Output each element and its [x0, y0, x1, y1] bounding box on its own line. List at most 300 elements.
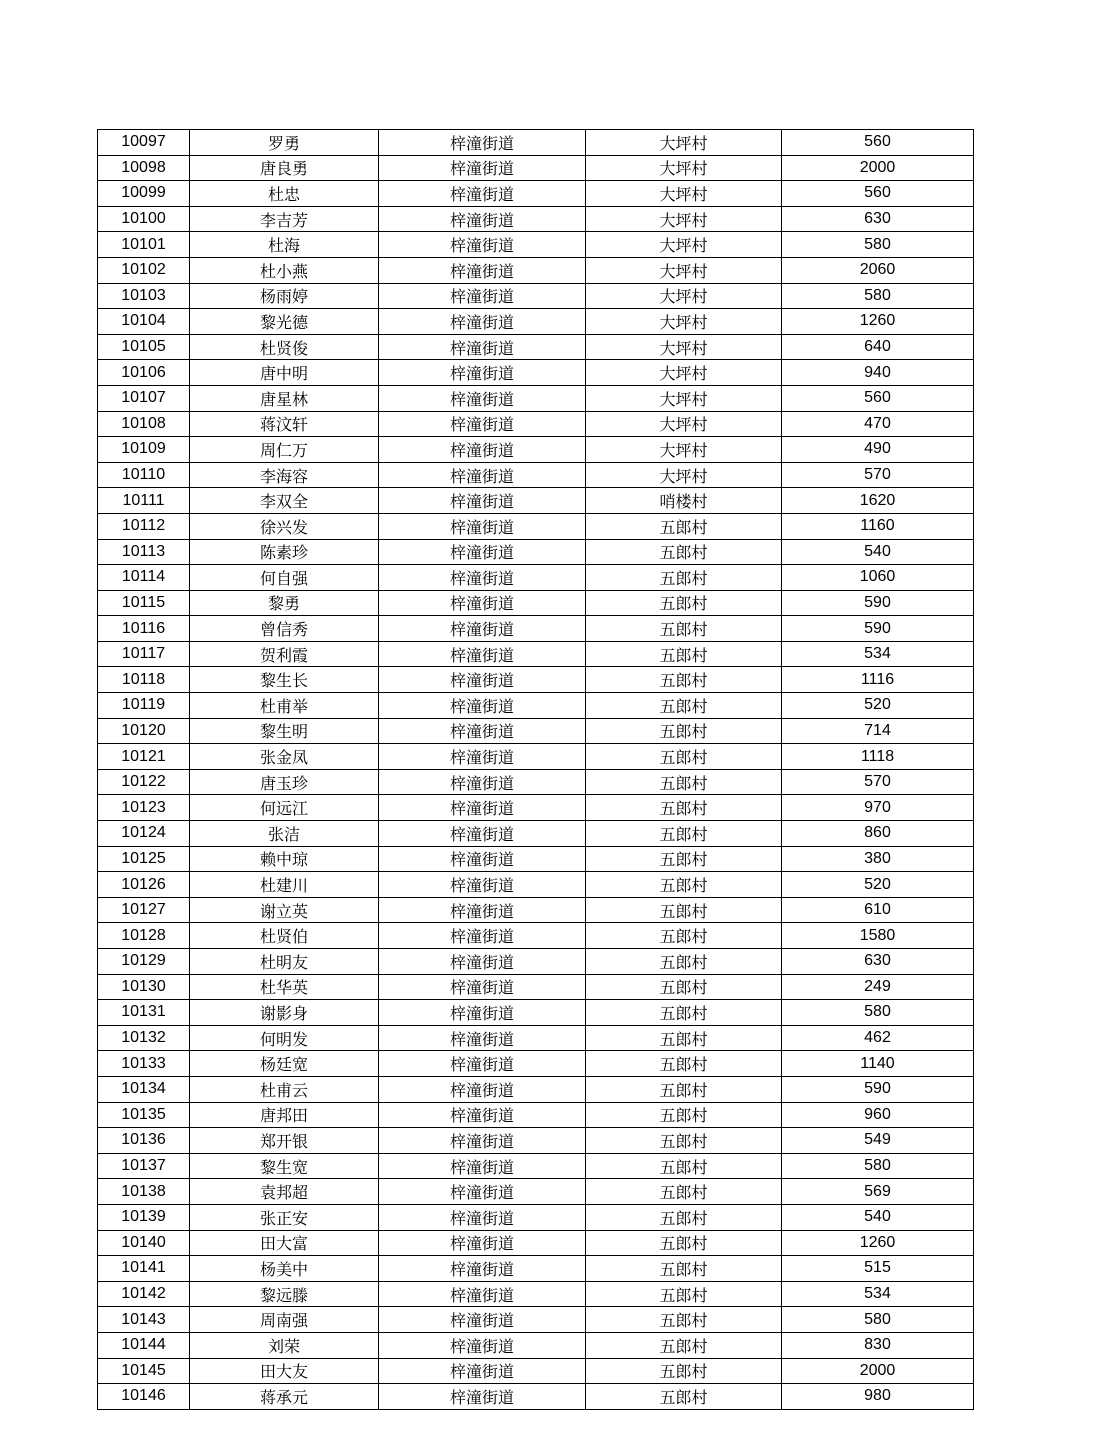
cell-amount: 590 [782, 616, 974, 642]
table-row [98, 565, 974, 591]
table-row [98, 872, 974, 898]
table-row [98, 590, 974, 616]
cell-id: 10123 [98, 795, 190, 821]
table-row [98, 232, 974, 258]
cell-id: 10119 [98, 693, 190, 719]
data-table [97, 129, 974, 1410]
cell-village: 五郎村 [586, 1358, 782, 1384]
cell-village: 大坪村 [586, 411, 782, 437]
table-row [98, 616, 974, 642]
cell-name: 杨廷宽 [190, 1051, 379, 1077]
cell-id: 10118 [98, 667, 190, 693]
cell-name: 田大富 [190, 1230, 379, 1256]
cell-id: 10107 [98, 385, 190, 411]
cell-id: 10098 [98, 155, 190, 181]
table-row [98, 693, 974, 719]
cell-name: 杜忠 [190, 181, 379, 207]
cell-village: 大坪村 [586, 130, 782, 156]
cell-amount: 960 [782, 1102, 974, 1128]
cell-street: 梓潼街道 [379, 1384, 586, 1410]
cell-id: 10102 [98, 257, 190, 283]
cell-street: 梓潼街道 [379, 923, 586, 949]
cell-amount: 580 [782, 283, 974, 309]
cell-id: 10142 [98, 1281, 190, 1307]
table-row [98, 1358, 974, 1384]
cell-village: 五郎村 [586, 1307, 782, 1333]
cell-amount: 640 [782, 334, 974, 360]
cell-amount: 560 [782, 130, 974, 156]
cell-id: 10135 [98, 1102, 190, 1128]
cell-name: 杜甫举 [190, 693, 379, 719]
cell-name: 陈素珍 [190, 539, 379, 565]
cell-name: 袁邦超 [190, 1179, 379, 1205]
cell-street: 梓潼街道 [379, 488, 586, 514]
cell-name: 谢影身 [190, 1000, 379, 1026]
table-row [98, 795, 974, 821]
cell-id: 10129 [98, 949, 190, 975]
cell-name: 张金凤 [190, 744, 379, 770]
cell-name: 黎生明 [190, 718, 379, 744]
cell-name: 杨美中 [190, 1256, 379, 1282]
cell-street: 梓潼街道 [379, 411, 586, 437]
table-row [98, 1307, 974, 1333]
cell-name: 黎远滕 [190, 1281, 379, 1307]
cell-street: 梓潼街道 [379, 897, 586, 923]
cell-id: 10128 [98, 923, 190, 949]
table-row [98, 1332, 974, 1358]
cell-id: 10127 [98, 897, 190, 923]
cell-name: 徐兴发 [190, 513, 379, 539]
cell-id: 10100 [98, 206, 190, 232]
cell-amount: 1118 [782, 744, 974, 770]
cell-village: 五郎村 [586, 1051, 782, 1077]
table-row [98, 1179, 974, 1205]
cell-id: 10097 [98, 130, 190, 156]
cell-street: 梓潼街道 [379, 1281, 586, 1307]
table-row [98, 283, 974, 309]
cell-name: 谢立英 [190, 897, 379, 923]
cell-amount: 549 [782, 1128, 974, 1154]
cell-village: 五郎村 [586, 1000, 782, 1026]
table-row [98, 1281, 974, 1307]
cell-village: 大坪村 [586, 334, 782, 360]
cell-street: 梓潼街道 [379, 974, 586, 1000]
table-row [98, 949, 974, 975]
cell-amount: 580 [782, 1000, 974, 1026]
table-row [98, 257, 974, 283]
cell-id: 10103 [98, 283, 190, 309]
cell-village: 五郎村 [586, 821, 782, 847]
cell-id: 10114 [98, 565, 190, 591]
cell-name: 黎生宽 [190, 1153, 379, 1179]
cell-id: 10131 [98, 1000, 190, 1026]
cell-village: 五郎村 [586, 616, 782, 642]
cell-village: 五郎村 [586, 718, 782, 744]
cell-village: 五郎村 [586, 1025, 782, 1051]
cell-id: 10120 [98, 718, 190, 744]
cell-village: 五郎村 [586, 1281, 782, 1307]
cell-id: 10137 [98, 1153, 190, 1179]
cell-village: 五郎村 [586, 513, 782, 539]
cell-name: 唐良勇 [190, 155, 379, 181]
cell-street: 梓潼街道 [379, 257, 586, 283]
cell-amount: 580 [782, 1307, 974, 1333]
cell-amount: 714 [782, 718, 974, 744]
cell-village: 五郎村 [586, 1332, 782, 1358]
cell-village: 大坪村 [586, 462, 782, 488]
cell-street: 梓潼街道 [379, 334, 586, 360]
cell-street: 梓潼街道 [379, 590, 586, 616]
cell-street: 梓潼街道 [379, 1179, 586, 1205]
cell-street: 梓潼街道 [379, 232, 586, 258]
cell-id: 10143 [98, 1307, 190, 1333]
cell-name: 黎勇 [190, 590, 379, 616]
cell-street: 梓潼街道 [379, 1076, 586, 1102]
table-row [98, 821, 974, 847]
cell-street: 梓潼街道 [379, 1358, 586, 1384]
cell-id: 10146 [98, 1384, 190, 1410]
cell-street: 梓潼街道 [379, 130, 586, 156]
cell-name: 杜小燕 [190, 257, 379, 283]
cell-village: 大坪村 [586, 360, 782, 386]
cell-amount: 830 [782, 1332, 974, 1358]
table-row [98, 897, 974, 923]
cell-amount: 1580 [782, 923, 974, 949]
cell-id: 10134 [98, 1076, 190, 1102]
table-row [98, 769, 974, 795]
cell-street: 梓潼街道 [379, 1307, 586, 1333]
cell-amount: 610 [782, 897, 974, 923]
table-row [98, 130, 974, 156]
cell-street: 梓潼街道 [379, 1230, 586, 1256]
cell-name: 贺利霞 [190, 641, 379, 667]
cell-amount: 249 [782, 974, 974, 1000]
cell-id: 10136 [98, 1128, 190, 1154]
cell-id: 10106 [98, 360, 190, 386]
cell-street: 梓潼街道 [379, 821, 586, 847]
table-row [98, 1000, 974, 1026]
cell-village: 五郎村 [586, 923, 782, 949]
cell-name: 张正安 [190, 1204, 379, 1230]
cell-village: 大坪村 [586, 206, 782, 232]
table-row [98, 411, 974, 437]
cell-name: 李吉芳 [190, 206, 379, 232]
cell-amount: 630 [782, 206, 974, 232]
cell-village: 大坪村 [586, 257, 782, 283]
cell-amount: 540 [782, 1204, 974, 1230]
cell-street: 梓潼街道 [379, 1204, 586, 1230]
cell-id: 10132 [98, 1025, 190, 1051]
cell-name: 曾信秀 [190, 616, 379, 642]
cell-street: 梓潼街道 [379, 1051, 586, 1077]
cell-amount: 2000 [782, 155, 974, 181]
cell-name: 黎生长 [190, 667, 379, 693]
cell-village: 五郎村 [586, 539, 782, 565]
cell-id: 10115 [98, 590, 190, 616]
cell-id: 10122 [98, 769, 190, 795]
cell-name: 杜甫云 [190, 1076, 379, 1102]
cell-street: 梓潼街道 [379, 949, 586, 975]
table-row [98, 1256, 974, 1282]
table-row [98, 206, 974, 232]
cell-street: 梓潼街道 [379, 667, 586, 693]
cell-amount: 470 [782, 411, 974, 437]
table-row [98, 334, 974, 360]
cell-street: 梓潼街道 [379, 513, 586, 539]
cell-amount: 980 [782, 1384, 974, 1410]
cell-village: 五郎村 [586, 795, 782, 821]
cell-name: 唐星林 [190, 385, 379, 411]
cell-street: 梓潼街道 [379, 693, 586, 719]
cell-id: 10138 [98, 1179, 190, 1205]
cell-street: 梓潼街道 [379, 1256, 586, 1282]
table-row [98, 846, 974, 872]
cell-amount: 534 [782, 641, 974, 667]
cell-village: 大坪村 [586, 283, 782, 309]
cell-amount: 560 [782, 385, 974, 411]
cell-village: 五郎村 [586, 846, 782, 872]
cell-amount: 590 [782, 590, 974, 616]
cell-name: 杜明友 [190, 949, 379, 975]
table-row [98, 155, 974, 181]
table-row [98, 1102, 974, 1128]
cell-village: 五郎村 [586, 1128, 782, 1154]
cell-name: 郑开银 [190, 1128, 379, 1154]
cell-id: 10124 [98, 821, 190, 847]
table-row [98, 744, 974, 770]
cell-amount: 570 [782, 462, 974, 488]
cell-amount: 462 [782, 1025, 974, 1051]
cell-village: 五郎村 [586, 974, 782, 1000]
cell-amount: 1116 [782, 667, 974, 693]
table-row [98, 539, 974, 565]
table-row [98, 513, 974, 539]
cell-amount: 1060 [782, 565, 974, 591]
cell-village: 五郎村 [586, 590, 782, 616]
cell-village: 五郎村 [586, 565, 782, 591]
cell-amount: 520 [782, 693, 974, 719]
cell-village: 五郎村 [586, 1179, 782, 1205]
cell-street: 梓潼街道 [379, 872, 586, 898]
cell-village: 五郎村 [586, 641, 782, 667]
table-row [98, 1153, 974, 1179]
cell-amount: 534 [782, 1281, 974, 1307]
cell-name: 蒋承元 [190, 1384, 379, 1410]
table-row [98, 1204, 974, 1230]
cell-name: 李海容 [190, 462, 379, 488]
cell-village: 五郎村 [586, 693, 782, 719]
cell-village: 大坪村 [586, 437, 782, 463]
cell-street: 梓潼街道 [379, 385, 586, 411]
cell-amount: 1260 [782, 1230, 974, 1256]
cell-name: 赖中琼 [190, 846, 379, 872]
cell-street: 梓潼街道 [379, 744, 586, 770]
cell-name: 蒋汶轩 [190, 411, 379, 437]
cell-id: 10133 [98, 1051, 190, 1077]
cell-street: 梓潼街道 [379, 565, 586, 591]
table-row [98, 923, 974, 949]
cell-name: 唐中明 [190, 360, 379, 386]
table-row [98, 462, 974, 488]
cell-id: 10112 [98, 513, 190, 539]
cell-id: 10109 [98, 437, 190, 463]
cell-amount: 1260 [782, 309, 974, 335]
cell-amount: 1160 [782, 513, 974, 539]
cell-id: 10099 [98, 181, 190, 207]
cell-name: 刘荣 [190, 1332, 379, 1358]
cell-id: 10139 [98, 1204, 190, 1230]
cell-street: 梓潼街道 [379, 283, 586, 309]
cell-street: 梓潼街道 [379, 641, 586, 667]
cell-name: 田大友 [190, 1358, 379, 1384]
table-row [98, 309, 974, 335]
cell-amount: 380 [782, 846, 974, 872]
cell-amount: 569 [782, 1179, 974, 1205]
cell-amount: 590 [782, 1076, 974, 1102]
table-row [98, 1128, 974, 1154]
cell-street: 梓潼街道 [379, 462, 586, 488]
cell-village: 五郎村 [586, 1256, 782, 1282]
cell-village: 五郎村 [586, 949, 782, 975]
cell-street: 梓潼街道 [379, 616, 586, 642]
cell-amount: 630 [782, 949, 974, 975]
cell-street: 梓潼街道 [379, 1153, 586, 1179]
cell-village: 五郎村 [586, 1102, 782, 1128]
table-row [98, 360, 974, 386]
cell-amount: 940 [782, 360, 974, 386]
cell-id: 10145 [98, 1358, 190, 1384]
cell-amount: 860 [782, 821, 974, 847]
cell-village: 哨楼村 [586, 488, 782, 514]
cell-id: 10105 [98, 334, 190, 360]
cell-name: 周南强 [190, 1307, 379, 1333]
cell-village: 五郎村 [586, 667, 782, 693]
cell-street: 梓潼街道 [379, 1332, 586, 1358]
cell-amount: 580 [782, 232, 974, 258]
cell-amount: 1140 [782, 1051, 974, 1077]
cell-name: 杜建川 [190, 872, 379, 898]
cell-street: 梓潼街道 [379, 1000, 586, 1026]
table-row [98, 437, 974, 463]
cell-amount: 540 [782, 539, 974, 565]
cell-street: 梓潼街道 [379, 309, 586, 335]
cell-village: 五郎村 [586, 1230, 782, 1256]
cell-village: 五郎村 [586, 1076, 782, 1102]
cell-name: 黎光德 [190, 309, 379, 335]
table-row [98, 1025, 974, 1051]
table-row [98, 385, 974, 411]
cell-street: 梓潼街道 [379, 539, 586, 565]
cell-street: 梓潼街道 [379, 155, 586, 181]
cell-amount: 520 [782, 872, 974, 898]
cell-street: 梓潼街道 [379, 181, 586, 207]
cell-street: 梓潼街道 [379, 1025, 586, 1051]
table-row [98, 667, 974, 693]
cell-id: 10130 [98, 974, 190, 1000]
cell-amount: 970 [782, 795, 974, 821]
cell-village: 大坪村 [586, 181, 782, 207]
cell-name: 杜海 [190, 232, 379, 258]
cell-street: 梓潼街道 [379, 1128, 586, 1154]
cell-amount: 570 [782, 769, 974, 795]
cell-amount: 515 [782, 1256, 974, 1282]
cell-name: 何自强 [190, 565, 379, 591]
cell-id: 10110 [98, 462, 190, 488]
cell-village: 五郎村 [586, 1384, 782, 1410]
cell-id: 10126 [98, 872, 190, 898]
cell-amount: 2000 [782, 1358, 974, 1384]
cell-amount: 490 [782, 437, 974, 463]
cell-name: 李双全 [190, 488, 379, 514]
cell-name: 杜贤俊 [190, 334, 379, 360]
table-row [98, 641, 974, 667]
cell-village: 大坪村 [586, 155, 782, 181]
table-row [98, 974, 974, 1000]
cell-id: 10140 [98, 1230, 190, 1256]
cell-name: 杜贤伯 [190, 923, 379, 949]
cell-name: 何明发 [190, 1025, 379, 1051]
cell-id: 10141 [98, 1256, 190, 1282]
cell-street: 梓潼街道 [379, 769, 586, 795]
cell-id: 10104 [98, 309, 190, 335]
table-row [98, 1051, 974, 1077]
cell-amount: 560 [782, 181, 974, 207]
cell-id: 10111 [98, 488, 190, 514]
cell-village: 五郎村 [586, 769, 782, 795]
cell-amount: 580 [782, 1153, 974, 1179]
table-row [98, 488, 974, 514]
cell-village: 大坪村 [586, 309, 782, 335]
cell-name: 唐邦田 [190, 1102, 379, 1128]
cell-village: 大坪村 [586, 232, 782, 258]
cell-village: 五郎村 [586, 1153, 782, 1179]
cell-id: 10144 [98, 1332, 190, 1358]
cell-id: 10101 [98, 232, 190, 258]
cell-street: 梓潼街道 [379, 437, 586, 463]
table-row [98, 718, 974, 744]
cell-street: 梓潼街道 [379, 718, 586, 744]
cell-street: 梓潼街道 [379, 795, 586, 821]
cell-name: 罗勇 [190, 130, 379, 156]
cell-street: 梓潼街道 [379, 1102, 586, 1128]
table-row [98, 181, 974, 207]
cell-amount: 1620 [782, 488, 974, 514]
cell-id: 10121 [98, 744, 190, 770]
cell-id: 10125 [98, 846, 190, 872]
cell-id: 10117 [98, 641, 190, 667]
cell-amount: 2060 [782, 257, 974, 283]
cell-id: 10113 [98, 539, 190, 565]
cell-village: 五郎村 [586, 897, 782, 923]
cell-name: 张洁 [190, 821, 379, 847]
cell-street: 梓潼街道 [379, 846, 586, 872]
cell-village: 五郎村 [586, 1204, 782, 1230]
cell-street: 梓潼街道 [379, 206, 586, 232]
cell-name: 唐玉珍 [190, 769, 379, 795]
cell-id: 10108 [98, 411, 190, 437]
table-row [98, 1384, 974, 1410]
cell-name: 杜华英 [190, 974, 379, 1000]
cell-village: 大坪村 [586, 385, 782, 411]
cell-street: 梓潼街道 [379, 360, 586, 386]
cell-name: 杨雨婷 [190, 283, 379, 309]
data-table-body [98, 130, 974, 1410]
cell-id: 10116 [98, 616, 190, 642]
cell-village: 五郎村 [586, 744, 782, 770]
cell-village: 五郎村 [586, 872, 782, 898]
table-row [98, 1076, 974, 1102]
cell-name: 何远江 [190, 795, 379, 821]
